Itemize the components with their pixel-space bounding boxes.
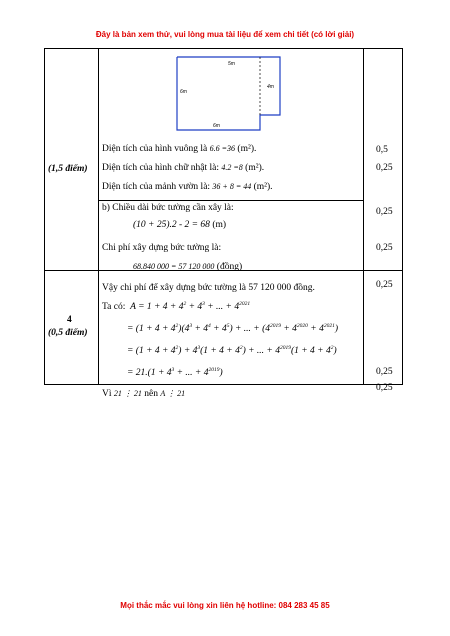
wall-expr: (10 + 25).2 - 2 = 68 bbox=[133, 220, 210, 230]
square-area-line: Diện tích của hình vuông là 6.6 =36 (m²). bbox=[102, 144, 257, 154]
header-banner: Đây là bản xem thử, vui lòng mua tài liệu để xem chi tiết (có lời giải) bbox=[95, 30, 355, 39]
part-b-title: b) Chiều dài bức tường cần xây là: bbox=[102, 203, 234, 213]
vi-expr: 21 ⋮ 21 bbox=[113, 389, 142, 398]
q4-number: 4 bbox=[67, 315, 72, 325]
figure-bottom-label: 6m bbox=[213, 123, 220, 129]
score-q4-1: 0,25 bbox=[376, 367, 393, 377]
footer-banner: Mọi thắc mắc vui lòng xin liên hệ hotline: 084 283 45 85 bbox=[120, 601, 330, 610]
cost-line: 68.840 000 = 57 120 000 (đồng) bbox=[133, 262, 243, 272]
figure-top-label: 5m bbox=[228, 61, 235, 67]
q4-step-3: = $21.(1 + 4^3$ + ... + $4^{2019}$) bbox=[127, 367, 223, 379]
q4-points: (0,5 điểm) bbox=[48, 328, 88, 338]
score-q4-2: 0,25 bbox=[376, 383, 393, 393]
garden-figure bbox=[160, 52, 300, 138]
q3-points: (1,5 điểm) bbox=[48, 164, 88, 174]
cost-expr: 68.840 000 = 57 120 000 bbox=[133, 262, 215, 271]
wall-line: (10 + 25).2 - 2 = 68 (m) bbox=[133, 220, 227, 230]
score-q3b-1: 0,25 bbox=[376, 207, 393, 217]
score-q3a-2: 0,25 bbox=[376, 163, 393, 173]
score-q3b-3: 0,25 bbox=[376, 280, 393, 290]
rect-expr: 4.2 =8 bbox=[221, 163, 243, 172]
score-q3b-2: 0,25 bbox=[376, 243, 393, 253]
ta-co-line: Ta có: $A = 1 + 4 + 4^2 + 4^3$ + ... + $4^{2021}$ bbox=[102, 301, 251, 313]
figure-right-label: 4m bbox=[267, 84, 274, 90]
score-q3a-1: 0,5 bbox=[376, 145, 388, 155]
nen-expr: A ⋮ 21 bbox=[160, 389, 186, 398]
figure-left-label: 6m bbox=[180, 89, 187, 95]
cost-conclusion: Vậy chi phí để xây dựng bức tường là 57 120 000 đồng. bbox=[102, 283, 315, 293]
rect-area-line: Diện tích của hình chữ nhật là: 4.2 =8 (m²). bbox=[102, 163, 265, 173]
garden-expr: 36 + 8 = 44 bbox=[212, 182, 252, 191]
q4-step-1: = $(1 + 4 + 4^2)(4^3 + 4^4 + 4^5)$ + ... + $(4^{2019} + 4^{2020} + 4^{2021})$ bbox=[127, 323, 338, 335]
q4-conclusion: Vì 21 ⋮ 21 nên A ⋮ 21 bbox=[102, 389, 186, 399]
garden-area-line: Diện tích của mảnh vườn là: 36 + 8 = 44 (m²). bbox=[102, 182, 273, 192]
square-expr: 6.6 =36 bbox=[209, 144, 236, 153]
q4-step-2: = $(1 + 4 + 4^2) + 4^3(1 + 4 + 4^2)$ + ... + $4^{2019}(1 + 4 + 4^2)$ bbox=[127, 345, 337, 357]
cost-title: Chi phí xây dựng bức tường là: bbox=[102, 243, 222, 253]
